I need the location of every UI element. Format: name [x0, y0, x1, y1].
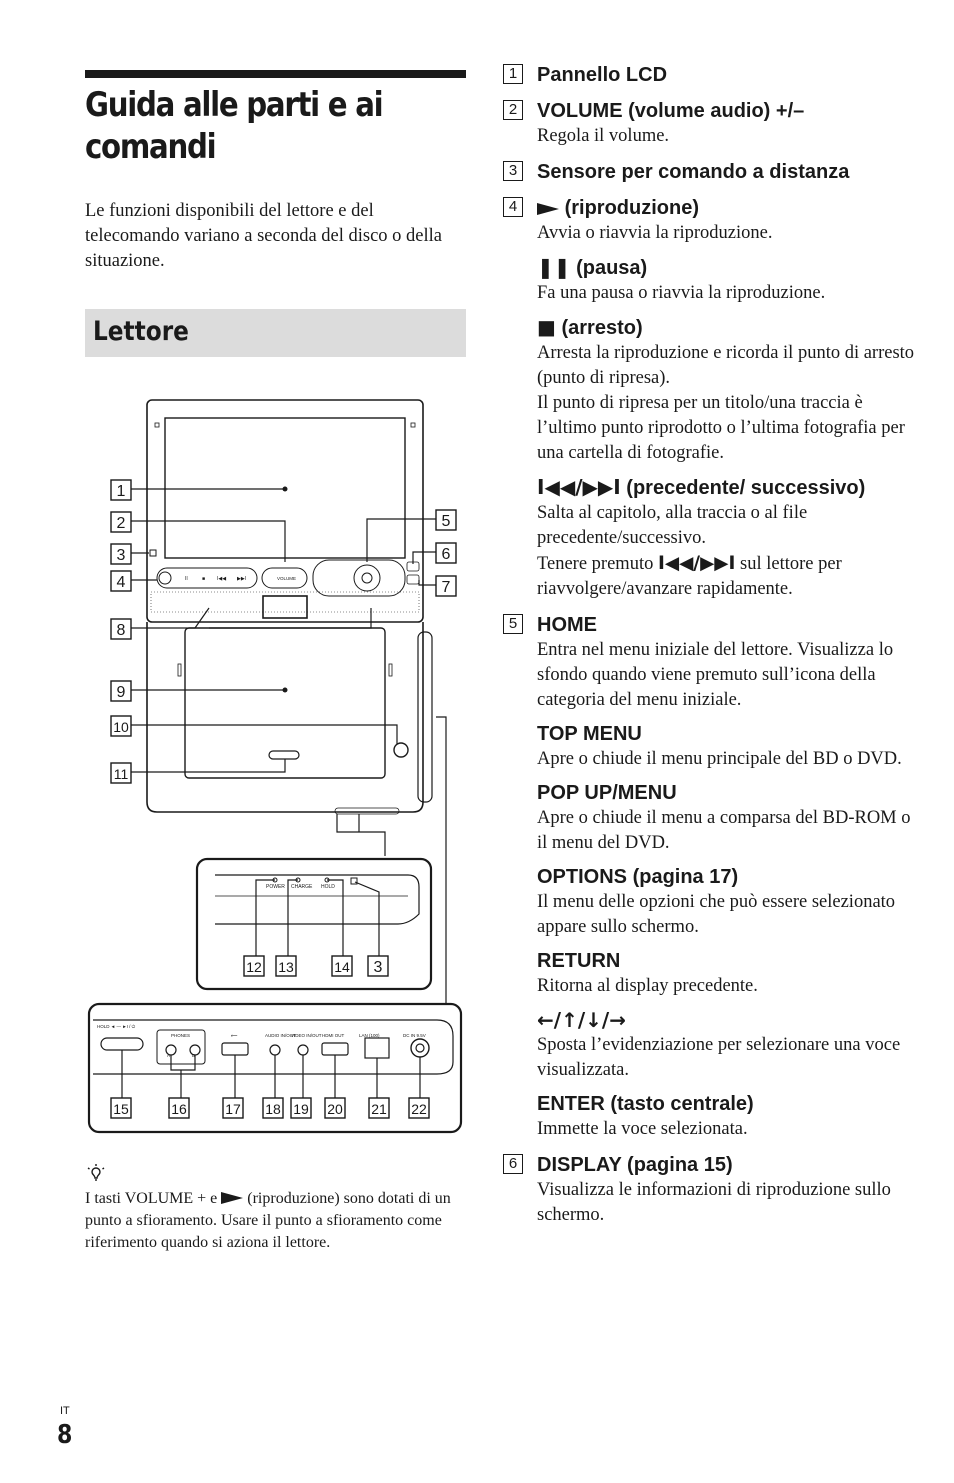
dpad [354, 565, 380, 591]
entry-heading: ENTER (tasto centrale) [537, 1093, 754, 1115]
svg-text:II: II [185, 576, 188, 582]
entry-stop [503, 314, 923, 466]
callout-20 [325, 1098, 345, 1118]
prev-next-icon: I◀◀/▶▶I [537, 475, 621, 499]
arrow-keys-icon: ←/↑/↓/→ [537, 1008, 626, 1032]
entry-description: Entra nel menu iniziale del lettore. Visualizza lo sfondo quando viene premuto sull’icona della categoria del menu iniziale. [537, 640, 894, 710]
entry-description: Visualizza le informazioni di riproduzione sullo schermo. [537, 1180, 891, 1225]
entry-heading: HOME [537, 614, 597, 636]
callout-label: 11 [113, 766, 129, 782]
callout-label: 9 [116, 684, 126, 701]
callout-3 [111, 544, 131, 564]
lan-label: LAN (100) [359, 1033, 380, 1038]
entry-description: Avvia o riavvia la riproduzione. [537, 223, 773, 243]
callout-label: 8 [116, 622, 126, 639]
callout-17 [223, 1098, 243, 1118]
callout-label: 19 [293, 1101, 309, 1117]
entry-1 [503, 62, 923, 88]
entry-top-menu [503, 721, 923, 772]
callout-label: 6 [441, 546, 451, 563]
hold-bar-label: HOLD ◄ — ►I / ⏻ [97, 1024, 136, 1029]
remote-sensor [150, 550, 156, 556]
entry-description: Salta al capitolo, alla traccia o al file precedente/successivo. [537, 503, 808, 548]
desc-part: Tenere premuto [537, 554, 654, 574]
callout-label: 10 [113, 719, 129, 735]
prev-next-icon: I◀◀/▶▶I [657, 553, 736, 574]
callout-label: 17 [225, 1101, 241, 1117]
play-icon [221, 1192, 243, 1204]
entry-heading-text: (pausa) [576, 257, 648, 279]
entry-heading: VOLUME (volume audio) +/– [537, 100, 805, 122]
callout-4 [111, 571, 131, 591]
entry-heading-text: (precedente/ successivo) [626, 477, 866, 499]
side-strip [418, 632, 432, 802]
open-button [394, 743, 408, 757]
phones-b-label: B [192, 1053, 196, 1058]
entry-3 [503, 159, 923, 185]
callout-label: 18 [265, 1101, 281, 1117]
page-language: IT [60, 1405, 70, 1417]
callout-13 [276, 956, 296, 976]
charge-label: CHARGE [291, 884, 313, 890]
usb-label: ⟵ [231, 1033, 238, 1038]
callout-3 [368, 956, 388, 976]
callout-label: 20 [327, 1101, 343, 1117]
entry-2 [503, 98, 923, 149]
entry-description: Ritorna al display precedente. [537, 976, 758, 996]
callout-21 [369, 1098, 389, 1118]
callout-label: 16 [171, 1101, 187, 1117]
stop-icon: ■ [537, 315, 556, 339]
callout-label: 3 [373, 959, 383, 976]
callout-label: 12 [246, 959, 262, 975]
intro-paragraph: Le funzioni disponibili del lettore e del telecomando variano a seconda del disco o della situazione. [85, 201, 443, 271]
page-title [85, 84, 413, 168]
svg-text:▶▶I: ▶▶I [237, 576, 247, 582]
svg-text:■: ■ [202, 576, 206, 582]
entry-description: Apre o chiude il menu principale del BD o DVD. [537, 749, 902, 769]
callout-5 [436, 510, 456, 530]
player-diagram [85, 392, 470, 1142]
pause-icon: ❚❚ [537, 255, 571, 279]
page-number: 8 [57, 1420, 73, 1450]
title-rule [85, 70, 466, 78]
phones-a-label: A [167, 1053, 171, 1058]
callout-9 [111, 681, 131, 701]
audio-label: AUDIO IN/OUT [265, 1033, 296, 1038]
entry-heading [537, 195, 923, 221]
section-header [85, 309, 466, 357]
callout-7 [436, 576, 456, 596]
callout-label: 2 [116, 515, 126, 532]
entry-heading: DISPLAY (pagina 15) [537, 1154, 733, 1176]
callout-label: 21 [371, 1101, 387, 1117]
callout-6 [436, 543, 456, 563]
section-title: Lettore [93, 316, 189, 347]
entry-heading: POP UP/MENU [537, 782, 677, 804]
entry-6 [503, 1152, 923, 1228]
hinge [263, 596, 307, 618]
callout-18 [263, 1098, 283, 1118]
entry-number: 6 [503, 1154, 523, 1174]
callout-label: 7 [441, 579, 451, 596]
tip-text-before: I tasti VOLUME + e [85, 1190, 218, 1207]
entry-heading: RETURN [537, 950, 621, 972]
hdmi-label: HDMI OUT [322, 1033, 345, 1038]
entry-description: Sposta l’evidenziazione per selezionare una voce visualizzata. [537, 1035, 901, 1080]
tip-text-after: (riproduzione) sono dotati di un punto a sfioramento. Usare il punto a sfioramento come riferimento quando si aziona il lettore. [85, 1190, 451, 1251]
entry-pause [503, 254, 923, 306]
tip-icon [85, 1163, 107, 1185]
entry-description: Immette la voce selezionata. [537, 1119, 748, 1139]
callout-19 [291, 1098, 311, 1118]
entry-options [503, 864, 923, 940]
callout-label: 22 [411, 1101, 427, 1117]
callout-14 [332, 956, 352, 976]
entry-number: 5 [503, 614, 523, 634]
entry-heading [537, 314, 923, 341]
entry-prev-next [503, 474, 923, 602]
callout-10 [111, 716, 131, 736]
svg-text:I◀◀: I◀◀ [217, 576, 227, 582]
callout-1 [111, 480, 131, 500]
player-base [147, 622, 423, 812]
entry-description-2 [537, 551, 923, 602]
tip-text [85, 1188, 467, 1254]
power-label: POWER [266, 884, 285, 890]
entry-heading: Sensore per comando a distanza [537, 161, 850, 183]
entry-5 [503, 612, 923, 713]
entry-description: Regola il volume. [537, 126, 670, 146]
parts-list [503, 62, 923, 1228]
callout-label: 3 [116, 547, 126, 564]
callout-15 [111, 1098, 131, 1118]
entry-popup-menu [503, 780, 923, 856]
hold-label: HOLD [321, 884, 335, 890]
page-title-line-1: Guida alle parti e ai [85, 85, 383, 125]
entry-enter [503, 1091, 923, 1142]
entry-heading: OPTIONS (pagina 17) [537, 866, 739, 888]
entry-description: Fa una pausa o riavvia la riproduzione. [537, 283, 826, 303]
callout-label: 4 [116, 574, 126, 591]
callout-label: 1 [116, 483, 126, 500]
player-lid [147, 400, 423, 622]
entry-number: 2 [503, 100, 523, 120]
entry-heading: Pannello LCD [537, 64, 668, 86]
callout-label: 14 [334, 959, 350, 975]
entry-number: 4 [503, 197, 523, 217]
video-label: VIDEO IN/OUT [291, 1033, 322, 1038]
callout-22 [409, 1098, 429, 1118]
play-icon [537, 203, 559, 215]
callout-8 [111, 619, 131, 639]
volume-label: VOLUME [277, 576, 297, 581]
entry-heading-text: (riproduzione) [564, 197, 699, 219]
disc-tray [185, 628, 385, 778]
callout-16 [169, 1098, 189, 1118]
entry-heading-text: (arresto) [561, 317, 643, 339]
callout-label: 13 [278, 959, 294, 975]
dcin-label: DC IN 9.5V [403, 1033, 426, 1038]
callout-label: 15 [113, 1101, 129, 1117]
entry-return [503, 948, 923, 999]
entry-description: Il menu delle opzioni che può essere selezionato appare sullo schermo. [537, 892, 896, 937]
entry-heading: TOP MENU [537, 723, 642, 745]
entry-4 [503, 195, 923, 246]
phones-label: PHONES [171, 1033, 191, 1038]
entry-number: 3 [503, 161, 523, 181]
entry-heading [537, 254, 923, 281]
callout-12 [244, 956, 264, 976]
desc-part: sul lettore per riavvolgere/avanzare rapidamente. [537, 554, 842, 599]
callout-11 [111, 763, 131, 783]
entry-number: 1 [503, 64, 523, 84]
entry-arrows [503, 1007, 923, 1083]
callout-2 [111, 512, 131, 532]
page-title-line-2: comandi [85, 127, 216, 167]
entry-heading [537, 474, 923, 501]
entry-description: Apre o chiude il menu a comparsa del BD-ROM o il menu del DVD. [537, 808, 911, 853]
callout-label: 5 [441, 513, 451, 530]
entry-description-2: Il punto di ripresa per un titolo/una traccia è l’ultimo punto riprodotto o l’ultima fotografia per una cartella di fotografie. [537, 393, 905, 463]
entry-description: Arresta la riproduzione e ricorda il punto di arresto (punto di ripresa). [537, 343, 915, 388]
